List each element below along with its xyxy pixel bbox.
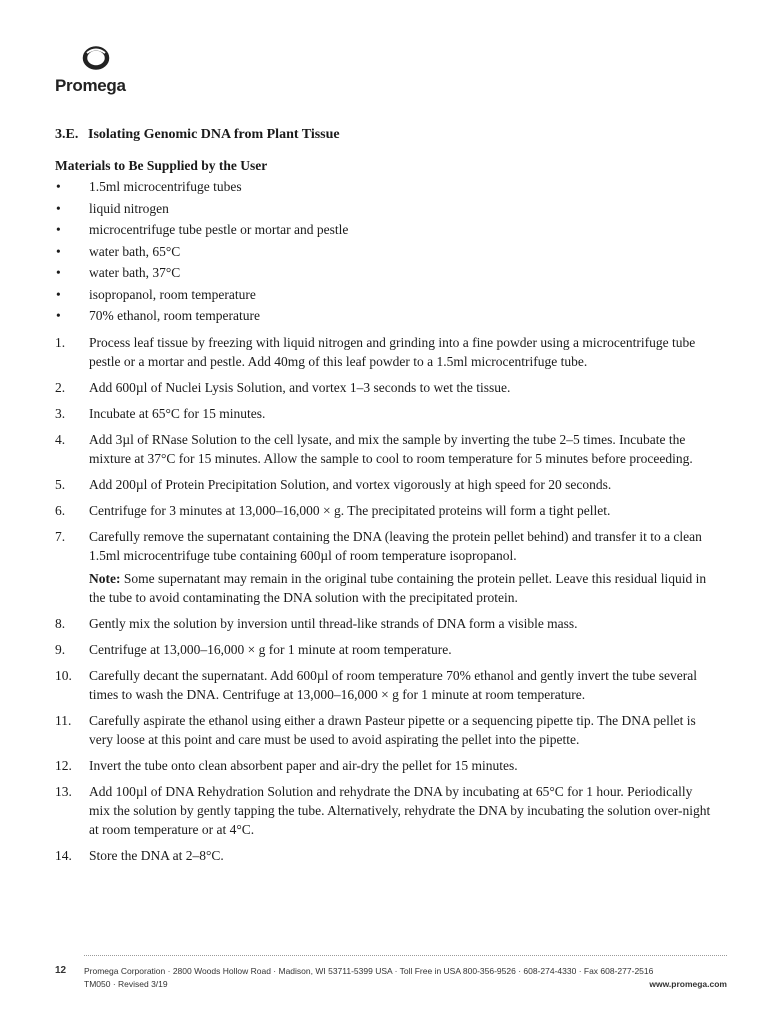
page-number: 12 <box>55 965 67 976</box>
step-14: 14. Store the DNA at 2–8°C. <box>55 848 224 863</box>
materials-list <box>55 177 715 325</box>
step-9: 9. Centrifuge at 13,000–16,000 × g for 1 minute at room temperature. <box>55 642 452 657</box>
step-10: 10. Carefully decant the supernatant. Add 600µl of room temperature 70% ethanol and gently invert the tube several times to wash the DNA. Centrifuge at 13,000–16,000 × g for 1 minute at room temperature. <box>55 668 697 702</box>
section-title-text: Isolating Genomic DNA from Plant Tissue <box>88 127 340 142</box>
step-11: 11. Carefully aspirate the ethanol using either a drawn Pasteur pipette or a sequencing pipette tip. The DNA pellet is very loose at this point and care must be used to avoid aspirating the pellet into the pipette. <box>55 713 696 747</box>
step-13: 13. Add 100µl of DNA Rehydration Solution and rehydrate the DNA by incubating at 65°C for 1 hour. Periodically mix the solution by gently tapping the tube. Alternatively, rehydrate the DNA by incubating the solution over-night at room temperature or at 4°C. <box>55 784 711 837</box>
step-1: 1. Process leaf tissue by freezing with liquid nitrogen and grinding into a fine powder using a microcentrifuge tube pestle or a mortar and pestle. Add 40mg of this leaf powder to a 1.5ml microcentrifuge tube. <box>55 335 696 369</box>
document-body <box>55 125 715 872</box>
list-item: • 70% ethanol, room temperature <box>56 308 260 323</box>
footer-website-link[interactable]: www.promega.com <box>649 979 727 989</box>
step-7: 7. Carefully remove the supernatant containing the DNA (leaving the protein pellet behind) and transfer it to a clean 1.5ml microcentrifuge tube containing 600µl of room temperature isopropanol. Note: Some supernatant may remain in the original tube containing the protein pellet. Leave this residual liquid in the tube to avoid contaminating the DNA solution with the precipitated protein. <box>55 527 715 607</box>
materials-heading: Materials to Be Supplied by the User <box>55 158 268 173</box>
promega-swirl-icon <box>81 44 111 72</box>
step-3: 3. Incubate at 65°C for 15 minutes. <box>55 406 266 421</box>
section-title <box>55 125 715 144</box>
footer-doc-revision: TM050 · Revised 3/19 <box>84 979 168 989</box>
list-item: • 1.5ml microcentrifuge tubes <box>56 179 242 194</box>
step-12: 12. Invert the tube onto clean absorbent paper and air-dry the pellet for 15 minutes. <box>55 758 518 773</box>
step-6: 6. Centrifuge for 3 minutes at 13,000–16,000 × g. The precipitated proteins will form a tight pellet. <box>55 503 611 518</box>
brand-name: Promega <box>55 76 126 95</box>
step-8: 8. Gently mix the solution by inversion until thread-like strands of DNA form a visible mass. <box>55 616 578 631</box>
footer-divider <box>84 955 727 956</box>
note-text: Some supernatant may remain in the original tube containing the protein pellet. Leave this residual liquid in the tube to avoid contaminating the DNA solution with the precipitated protein. <box>89 571 707 605</box>
list-item: • water bath, 37°C <box>56 265 181 280</box>
step-5: 5. Add 200µl of Protein Precipitation Solution, and vortex vigorously at high speed for 20 seconds. <box>55 477 612 492</box>
list-item: • microcentrifuge tube pestle or mortar and pestle <box>56 222 349 237</box>
step-4: 4. Add 3µl of RNase Solution to the cell lysate, and mix the sample by inverting the tube 2–5 times. Incubate the mixture at 37°C for 15 minutes. Allow the sample to cool to room temperature for 5 minutes before proceeding. <box>55 432 693 466</box>
note-label: Note: <box>89 571 121 586</box>
list-item: • water bath, 65°C <box>56 243 181 259</box>
procedure-steps <box>55 333 715 865</box>
list-item: • liquid nitrogen <box>56 200 169 216</box>
footer-address: Promega Corporation · 2800 Woods Hollow Road · Madison, WI 53711-5399 USA · Toll Free in USA 800-356-9526 · 608-274-4330 · Fax 608-277-2516 <box>84 966 654 976</box>
section-number: 3.E. <box>55 127 79 142</box>
step-2: 2. Add 600µl of Nuclei Lysis Solution, and vortex 1–3 seconds to wet the tissue. <box>55 380 511 395</box>
step-7-note <box>89 569 715 607</box>
promega-logo <box>55 44 145 100</box>
list-item: • isopropanol, room temperature <box>56 286 256 302</box>
